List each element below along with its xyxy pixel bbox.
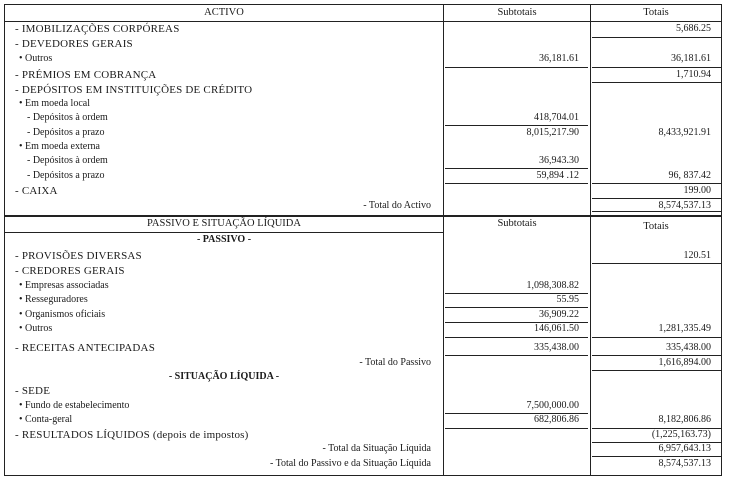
row-label: • Organismos oficiais [19, 309, 106, 320]
row-label: - RECEITAS ANTECIPADAS [15, 342, 156, 354]
row-subtotal: 7,500,000.00 [526, 400, 579, 411]
activo-row [5, 68, 721, 82]
activo-totais-header: Totais [643, 7, 669, 18]
grand-total-label: - Total do Passivo e da Situação Líquida [269, 458, 431, 469]
row-label: • Conta-geral [19, 414, 73, 425]
activo-row [5, 126, 721, 140]
total-activo-label: - Total do Activo [363, 200, 431, 211]
passivo-row [5, 341, 721, 355]
passivo-row [5, 428, 721, 442]
row-label: • Em moeda externa [19, 141, 100, 152]
row-label: - Depósitos à ordem [27, 155, 108, 166]
row-subtotal: 36,181.61 [539, 53, 579, 64]
row-label: • Fundo de estabelecimento [19, 400, 130, 411]
row-label: - RESULTADOS LÍQUIDOS (depois de impostos) [15, 429, 249, 441]
row-total: 335,438.00 [666, 342, 711, 353]
situacao-heading: - SITUAÇÃO LÍQUIDA - [168, 371, 280, 382]
row-subtotal: 682,806.86 [534, 414, 579, 425]
activo-row [5, 83, 721, 97]
row-label: - CAIXA [15, 185, 58, 197]
passivo-section-heading [5, 233, 721, 247]
situacao-section-heading [5, 370, 721, 384]
row-subtotal: 59,894 .12 [536, 170, 579, 181]
passivo-row [5, 279, 721, 293]
activo-subtotais-header: Subtotais [497, 7, 537, 18]
activo-row [5, 97, 721, 111]
row-subtotal: 1,098,308.82 [526, 280, 579, 291]
row-label: • Empresas associadas [19, 280, 109, 291]
subtotal-underline [445, 337, 588, 338]
row-label: - CREDORES GERAIS [15, 265, 125, 277]
row-total: 36,181.61 [671, 53, 711, 64]
passivo-total-row [5, 356, 721, 370]
passivo-row [5, 322, 721, 336]
activo-row [5, 140, 721, 154]
row-total: 96, 837.42 [668, 170, 711, 181]
row-label: • Outros [19, 53, 53, 64]
row-subtotal: 146,061.50 [534, 323, 579, 334]
row-label: - DEVEDORES GERAIS [15, 38, 133, 50]
row-label: - DEPÓSITOS EM INSTITUIÇÕES DE CRÉDITO [15, 84, 253, 96]
row-total: 8,182,806.86 [658, 414, 711, 425]
activo-row [5, 154, 721, 168]
row-total: 5,686.25 [676, 23, 711, 34]
row-label: - IMOBILIZAÇÕES CORPÓREAS [15, 23, 180, 35]
total-situacao-value: 6,957,643.13 [658, 443, 711, 454]
row-label: • Outros [19, 323, 53, 334]
row-label: - Depósitos à ordem [27, 112, 108, 123]
activo-row [5, 169, 721, 183]
row-total: 120.51 [683, 250, 711, 261]
row-subtotal: 36,909.22 [539, 309, 579, 320]
total-passivo-label: - Total do Passivo [359, 357, 431, 368]
grand-total-value: 8,574,537.13 [658, 458, 711, 469]
row-total: 8,433,921.91 [658, 127, 711, 138]
activo-row [5, 111, 721, 125]
activo-row [5, 37, 721, 51]
row-subtotal: 8,015,217.90 [526, 127, 579, 138]
row-label: - SEDE [15, 385, 51, 397]
passivo-title: PASSIVO E SITUAÇÃO LÍQUIDA [147, 218, 301, 229]
row-label: • Em moeda local [19, 98, 90, 109]
passivo-row [5, 413, 721, 427]
row-subtotal: 418,704.01 [534, 112, 579, 123]
passivo-totais-header: Totais [643, 221, 669, 232]
activo-row [5, 52, 721, 66]
passivo-heading: - PASSIVO - [196, 234, 252, 245]
passivo-row [5, 293, 721, 307]
row-total: 199.00 [683, 185, 711, 196]
activo-row [5, 22, 721, 36]
row-label: - Depósitos a prazo [27, 170, 105, 181]
balance-sheet [4, 4, 722, 476]
row-total: 1,281,335.49 [658, 323, 711, 334]
row-total: 1,710.94 [676, 69, 711, 80]
row-label: - PRÉMIOS EM COBRANÇA [15, 69, 157, 81]
total-activo-value: 8,574,537.13 [658, 200, 711, 211]
activo-row [5, 184, 721, 198]
row-subtotal: 335,438.00 [534, 342, 579, 353]
activo-title: ACTIVO [204, 7, 244, 18]
total-situacao-label: - Total da Situação Líquida [322, 443, 431, 454]
passivo-row [5, 308, 721, 322]
situacao-total-row [5, 442, 721, 456]
row-label: - PROVISÕES DIVERSAS [15, 250, 142, 262]
grand-total-row [5, 457, 721, 471]
total-underline [592, 337, 721, 338]
row-subtotal: 36,943.30 [539, 155, 579, 166]
passivo-row [5, 384, 721, 398]
row-label: - Depósitos a prazo [27, 127, 105, 138]
passivo-row [5, 399, 721, 413]
total-underline [592, 211, 721, 212]
passivo-row [5, 249, 721, 263]
row-total: (1,225,163.73) [651, 429, 711, 440]
passivo-subtotais-header: Subtotais [497, 218, 537, 229]
row-label: • Resseguradores [19, 294, 88, 305]
row-subtotal: 55.95 [556, 294, 579, 305]
passivo-row [5, 264, 721, 278]
total-passivo-value: 1,616,894.00 [658, 357, 711, 368]
